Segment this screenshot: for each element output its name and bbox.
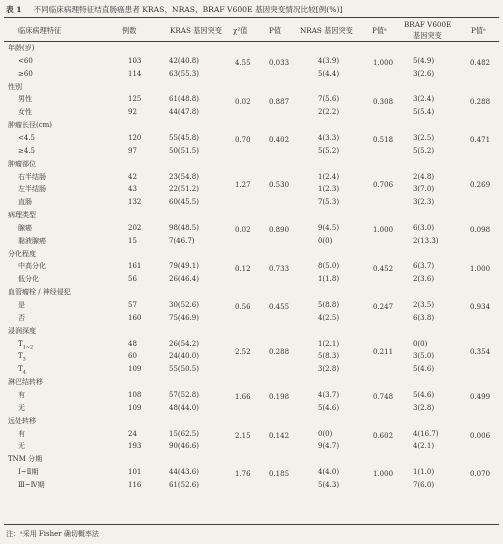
row-cases: 160 bbox=[128, 313, 142, 322]
group-title: 性别 bbox=[8, 82, 22, 91]
row-kras: 22(51.2) bbox=[169, 185, 199, 194]
group-chi2: 1.66 bbox=[235, 393, 251, 402]
row-label-text: 是 bbox=[18, 301, 25, 309]
row-label bbox=[18, 186, 46, 193]
group-title: 肿瘤部位 bbox=[8, 159, 36, 168]
group-p-nras: 0.748 bbox=[373, 393, 394, 402]
group-title: 远处转移 bbox=[8, 416, 36, 425]
group-p-nras: 1.000 bbox=[373, 59, 394, 68]
row-label-text: 有 bbox=[18, 429, 25, 438]
group-chi2: 4.55 bbox=[235, 59, 251, 68]
row-label bbox=[18, 238, 46, 245]
header-braf-line2: 基因突变 bbox=[413, 31, 442, 40]
row-cases: 193 bbox=[128, 442, 142, 451]
group-p-braf: 1.000 bbox=[470, 264, 491, 273]
header-chi2: χ²值 bbox=[233, 26, 248, 35]
group-p-kras: 0.198 bbox=[269, 393, 290, 402]
table-number: 表 1 bbox=[6, 5, 22, 14]
row-kras: 48(44.0) bbox=[169, 403, 199, 412]
row-braf: 5(4.6) bbox=[413, 365, 435, 374]
header-p-braf: P值ᵃ bbox=[471, 26, 486, 35]
row-label bbox=[18, 392, 25, 399]
row-label bbox=[18, 174, 46, 181]
row-kras: 24(40.0) bbox=[169, 352, 199, 361]
row-kras: 98(48.5) bbox=[169, 223, 199, 232]
row-cases: 15 bbox=[128, 236, 137, 245]
row-cases: 42 bbox=[128, 172, 137, 181]
group-title: 病理类型 bbox=[8, 211, 36, 220]
row-label-text: 黏液腺癌 bbox=[18, 236, 46, 245]
group-p-kras: 0.142 bbox=[269, 431, 290, 440]
row-nras: 2(2.2) bbox=[318, 108, 340, 117]
group-p-kras: 0.733 bbox=[269, 264, 290, 273]
row-braf: 3(5.0) bbox=[413, 352, 435, 361]
group-p-braf: 0.269 bbox=[470, 181, 491, 190]
group-p-braf: 0.288 bbox=[470, 97, 491, 106]
row-kras: 60(45.5) bbox=[169, 198, 199, 207]
row-cases: 43 bbox=[128, 185, 137, 194]
row-braf: 4(16.7) bbox=[413, 429, 439, 438]
group-p-nras: 1.000 bbox=[373, 226, 394, 235]
row-nras: 9(4.7) bbox=[318, 442, 340, 451]
row-braf: 3(7.0) bbox=[413, 185, 435, 194]
row-label-subscript: 3 bbox=[22, 356, 26, 363]
row-nras: 4(3.7) bbox=[318, 390, 340, 399]
row-label-text: 有 bbox=[18, 390, 25, 399]
row-nras: 5(8.3) bbox=[318, 352, 340, 361]
group-p-nras: 0.452 bbox=[373, 264, 394, 273]
group-chi2: 1.76 bbox=[235, 470, 251, 479]
row-cases: 202 bbox=[128, 223, 142, 232]
header-p-nras: P值ᵃ bbox=[372, 26, 387, 35]
row-braf: 2(13.3) bbox=[413, 236, 439, 245]
group-p-nras: 0.308 bbox=[373, 97, 394, 106]
group-p-kras: 0.887 bbox=[269, 97, 290, 106]
row-braf: 5(4.6) bbox=[413, 390, 435, 399]
row-kras: 50(51.5) bbox=[169, 146, 199, 155]
row-kras: 26(46.4) bbox=[169, 275, 199, 284]
group-chi2: 0.02 bbox=[235, 226, 251, 235]
row-braf: 2(3.6) bbox=[413, 275, 435, 284]
row-nras: 1(2.1) bbox=[318, 339, 340, 348]
row-label bbox=[18, 302, 25, 309]
row-label-text: <60 bbox=[18, 56, 33, 65]
row-label bbox=[18, 341, 33, 350]
group-p-kras: 0.530 bbox=[269, 181, 290, 190]
group-p-kras: 0.185 bbox=[269, 470, 290, 479]
row-label-subscript: 1~2 bbox=[22, 343, 34, 350]
row-label-text: Ⅲ~Ⅳ期 bbox=[18, 480, 45, 489]
row-kras: 7(46.7) bbox=[169, 236, 195, 245]
row-label-subscript: 4 bbox=[22, 369, 26, 376]
row-cases: 56 bbox=[128, 275, 137, 284]
bottom-rule bbox=[4, 524, 499, 525]
header-cases: 例数 bbox=[122, 26, 137, 35]
row-label-text: <4.5 bbox=[18, 133, 35, 142]
header-nras: NRAS 基因突变 bbox=[300, 26, 353, 35]
row-nras: 7(5.6) bbox=[318, 95, 340, 104]
row-cases: 92 bbox=[128, 108, 137, 117]
group-p-nras: 0.518 bbox=[373, 136, 394, 145]
group-title: 浸润深度 bbox=[8, 326, 36, 335]
row-kras: 57(52.8) bbox=[169, 390, 199, 399]
row-kras: 75(46.9) bbox=[169, 313, 199, 322]
row-braf: 6(3.0) bbox=[413, 223, 435, 232]
group-p-braf: 0.934 bbox=[470, 303, 491, 312]
row-label-text: 直肠 bbox=[18, 198, 32, 207]
row-kras: 55(45.8) bbox=[169, 133, 199, 142]
row-kras: 23(54.8) bbox=[169, 172, 199, 181]
group-title: 淋巴结转移 bbox=[8, 378, 43, 387]
row-braf: 1(1.0) bbox=[413, 468, 435, 477]
group-p-nras: 1.000 bbox=[373, 470, 394, 479]
group-chi2: 1.27 bbox=[235, 181, 251, 190]
group-p-kras: 0.890 bbox=[269, 226, 290, 235]
row-kras: 26(54.2) bbox=[169, 339, 199, 348]
row-kras: 42(40.8) bbox=[169, 56, 199, 65]
group-p-braf: 0.354 bbox=[470, 348, 491, 357]
group-p-nras: 0.706 bbox=[373, 181, 394, 190]
row-kras: 79(49.1) bbox=[169, 262, 199, 271]
row-braf: 3(2.6) bbox=[413, 69, 435, 78]
row-label bbox=[18, 263, 46, 270]
group-p-braf: 0.499 bbox=[470, 393, 491, 402]
row-cases: 114 bbox=[128, 69, 142, 78]
group-chi2: 0.02 bbox=[235, 97, 251, 106]
row-label bbox=[18, 443, 25, 450]
group-p-kras: 0.288 bbox=[269, 348, 290, 357]
row-label bbox=[18, 135, 35, 142]
row-kras: 15(62.5) bbox=[169, 429, 199, 438]
row-label bbox=[18, 353, 26, 362]
row-cases: 132 bbox=[128, 198, 142, 207]
row-label-text: T bbox=[18, 352, 23, 361]
row-nras: 8(5.0) bbox=[318, 262, 340, 271]
row-nras: 7(5.3) bbox=[318, 198, 340, 207]
row-cases: 109 bbox=[128, 365, 142, 374]
row-label bbox=[18, 58, 33, 65]
row-label-text: 腺癌 bbox=[18, 223, 32, 232]
row-braf: 2(4.8) bbox=[413, 172, 435, 181]
header-p-kras: P值 bbox=[269, 26, 282, 35]
row-kras: 44(47.8) bbox=[169, 108, 199, 117]
row-nras: 1(1.8) bbox=[318, 275, 340, 284]
group-title: 血管瘤栓 / 神经侵犯 bbox=[8, 288, 71, 297]
row-label-text: ≥4.5 bbox=[18, 146, 35, 155]
header-braf-line1: BRAF V600E bbox=[404, 20, 452, 29]
row-cases: 161 bbox=[128, 262, 142, 271]
row-nras: 0(0) bbox=[318, 236, 333, 245]
row-kras: 55(50.5) bbox=[169, 365, 199, 374]
row-braf: 3(2.3) bbox=[413, 198, 435, 207]
row-label-text: 中高分化 bbox=[18, 262, 46, 271]
row-cases: 120 bbox=[128, 133, 142, 142]
row-nras: 4(4.0) bbox=[318, 468, 340, 477]
row-cases: 24 bbox=[128, 429, 137, 438]
row-cases: 57 bbox=[128, 301, 137, 309]
row-label bbox=[18, 225, 32, 232]
group-chi2: 0.12 bbox=[235, 264, 251, 273]
group-chi2: 0.70 bbox=[235, 136, 251, 145]
row-cases: 101 bbox=[128, 468, 142, 477]
row-braf: 3(2.4) bbox=[413, 95, 435, 104]
header-kras: KRAS 基因突变 bbox=[170, 26, 222, 35]
row-nras: 5(4.6) bbox=[318, 403, 340, 412]
row-braf: 4(2.1) bbox=[413, 442, 435, 451]
row-cases: 60 bbox=[128, 352, 137, 361]
row-label bbox=[18, 482, 45, 489]
row-braf: 6(3.7) bbox=[413, 262, 435, 271]
row-braf: 2(3.5) bbox=[413, 301, 435, 309]
row-cases: 109 bbox=[128, 403, 142, 412]
row-label-text: 无 bbox=[18, 442, 25, 451]
table-caption bbox=[6, 4, 342, 15]
header-feature: 临床病理特征 bbox=[18, 26, 62, 35]
group-title: 分化程度 bbox=[8, 249, 36, 258]
group-p-braf: 0.006 bbox=[470, 431, 491, 440]
row-braf: 5(5.2) bbox=[413, 146, 435, 155]
row-cases: 108 bbox=[128, 390, 142, 399]
row-cases: 103 bbox=[128, 56, 142, 65]
row-nras: 1(2.3) bbox=[318, 185, 340, 194]
row-label-text: 男性 bbox=[18, 95, 32, 104]
group-p-nras: 0.602 bbox=[373, 431, 394, 440]
group-p-kras: 0.455 bbox=[269, 303, 290, 312]
row-label-text: 低分化 bbox=[18, 275, 39, 284]
row-kras: 30(52.6) bbox=[169, 301, 199, 309]
row-braf: 0(0) bbox=[413, 339, 428, 348]
row-label-text: T bbox=[18, 339, 23, 348]
row-braf: 3(2.5) bbox=[413, 133, 435, 142]
row-label bbox=[18, 366, 26, 375]
row-label bbox=[18, 405, 25, 412]
row-nras: 1(2.4) bbox=[318, 172, 340, 181]
row-braf: 6(3.8) bbox=[413, 313, 435, 322]
footnote: 注：ᵃ采用 Fisher 确切概率法 bbox=[6, 530, 99, 538]
group-p-kras: 0.033 bbox=[269, 59, 290, 68]
group-p-nras: 0.211 bbox=[373, 348, 394, 357]
row-nras: 3(2.8) bbox=[318, 365, 340, 374]
group-p-kras: 0.402 bbox=[269, 136, 290, 145]
row-label-text: Ⅰ~Ⅱ期 bbox=[18, 468, 39, 477]
group-chi2: 0.56 bbox=[235, 303, 251, 312]
row-label bbox=[18, 199, 32, 206]
group-title: 肿瘤长径(cm) bbox=[8, 121, 53, 130]
row-label-text: 女性 bbox=[18, 108, 32, 117]
group-title: TNM 分期 bbox=[8, 455, 43, 464]
row-braf: 5(5.4) bbox=[413, 108, 435, 117]
row-nras: 5(8.8) bbox=[318, 301, 340, 309]
row-label bbox=[18, 276, 39, 283]
row-nras: 4(3.3) bbox=[318, 133, 340, 142]
row-braf: 7(6.0) bbox=[413, 480, 435, 489]
row-kras: 61(48.8) bbox=[169, 95, 199, 104]
row-label-text: 无 bbox=[18, 403, 25, 412]
row-nras: 5(4.4) bbox=[318, 69, 340, 78]
row-nras: 4(2.5) bbox=[318, 313, 340, 322]
row-label bbox=[18, 431, 25, 438]
row-label bbox=[18, 96, 32, 103]
row-label bbox=[18, 315, 25, 322]
row-label-text: 左半结肠 bbox=[18, 185, 46, 194]
group-chi2: 2.52 bbox=[235, 348, 251, 357]
row-nras: 0(0) bbox=[318, 429, 333, 438]
row-nras: 5(4.3) bbox=[318, 480, 340, 489]
group-p-braf: 0.471 bbox=[470, 136, 491, 145]
group-p-braf: 0.070 bbox=[470, 470, 491, 479]
group-title: 年龄(岁) bbox=[8, 44, 35, 52]
row-braf: 5(4.9) bbox=[413, 56, 435, 65]
row-label-text: ≥60 bbox=[18, 69, 33, 78]
row-label bbox=[18, 148, 35, 155]
row-kras: 63(55.3) bbox=[169, 69, 199, 78]
row-cases: 48 bbox=[128, 339, 137, 348]
row-cases: 97 bbox=[128, 146, 137, 155]
row-label bbox=[18, 469, 38, 476]
row-nras: 9(4.5) bbox=[318, 223, 340, 232]
group-p-braf: 0.482 bbox=[470, 59, 491, 68]
row-label bbox=[18, 109, 32, 116]
row-kras: 90(46.6) bbox=[169, 442, 199, 451]
row-kras: 61(52.6) bbox=[169, 480, 199, 489]
row-kras: 44(43.6) bbox=[169, 468, 199, 477]
top-rule bbox=[4, 17, 499, 18]
header-rule bbox=[4, 41, 499, 42]
group-p-braf: 0.098 bbox=[470, 226, 491, 235]
row-braf: 3(2.8) bbox=[413, 403, 435, 412]
row-nras: 4(3.9) bbox=[318, 56, 340, 65]
row-label-text: T bbox=[18, 365, 23, 374]
row-cases: 116 bbox=[128, 480, 142, 489]
group-p-nras: 0.247 bbox=[373, 303, 394, 312]
row-label bbox=[18, 71, 33, 78]
group-chi2: 2.15 bbox=[235, 431, 251, 440]
row-label-text: 右半结肠 bbox=[18, 172, 46, 181]
table-title: 不同临床病理特征结直肠癌患者 KRAS、NRAS、BRAF V600E 基因突变情况比较[例(%)] bbox=[33, 5, 343, 14]
row-nras: 5(5.2) bbox=[318, 146, 340, 155]
row-label-text: 否 bbox=[18, 313, 25, 322]
row-cases: 125 bbox=[128, 95, 142, 104]
